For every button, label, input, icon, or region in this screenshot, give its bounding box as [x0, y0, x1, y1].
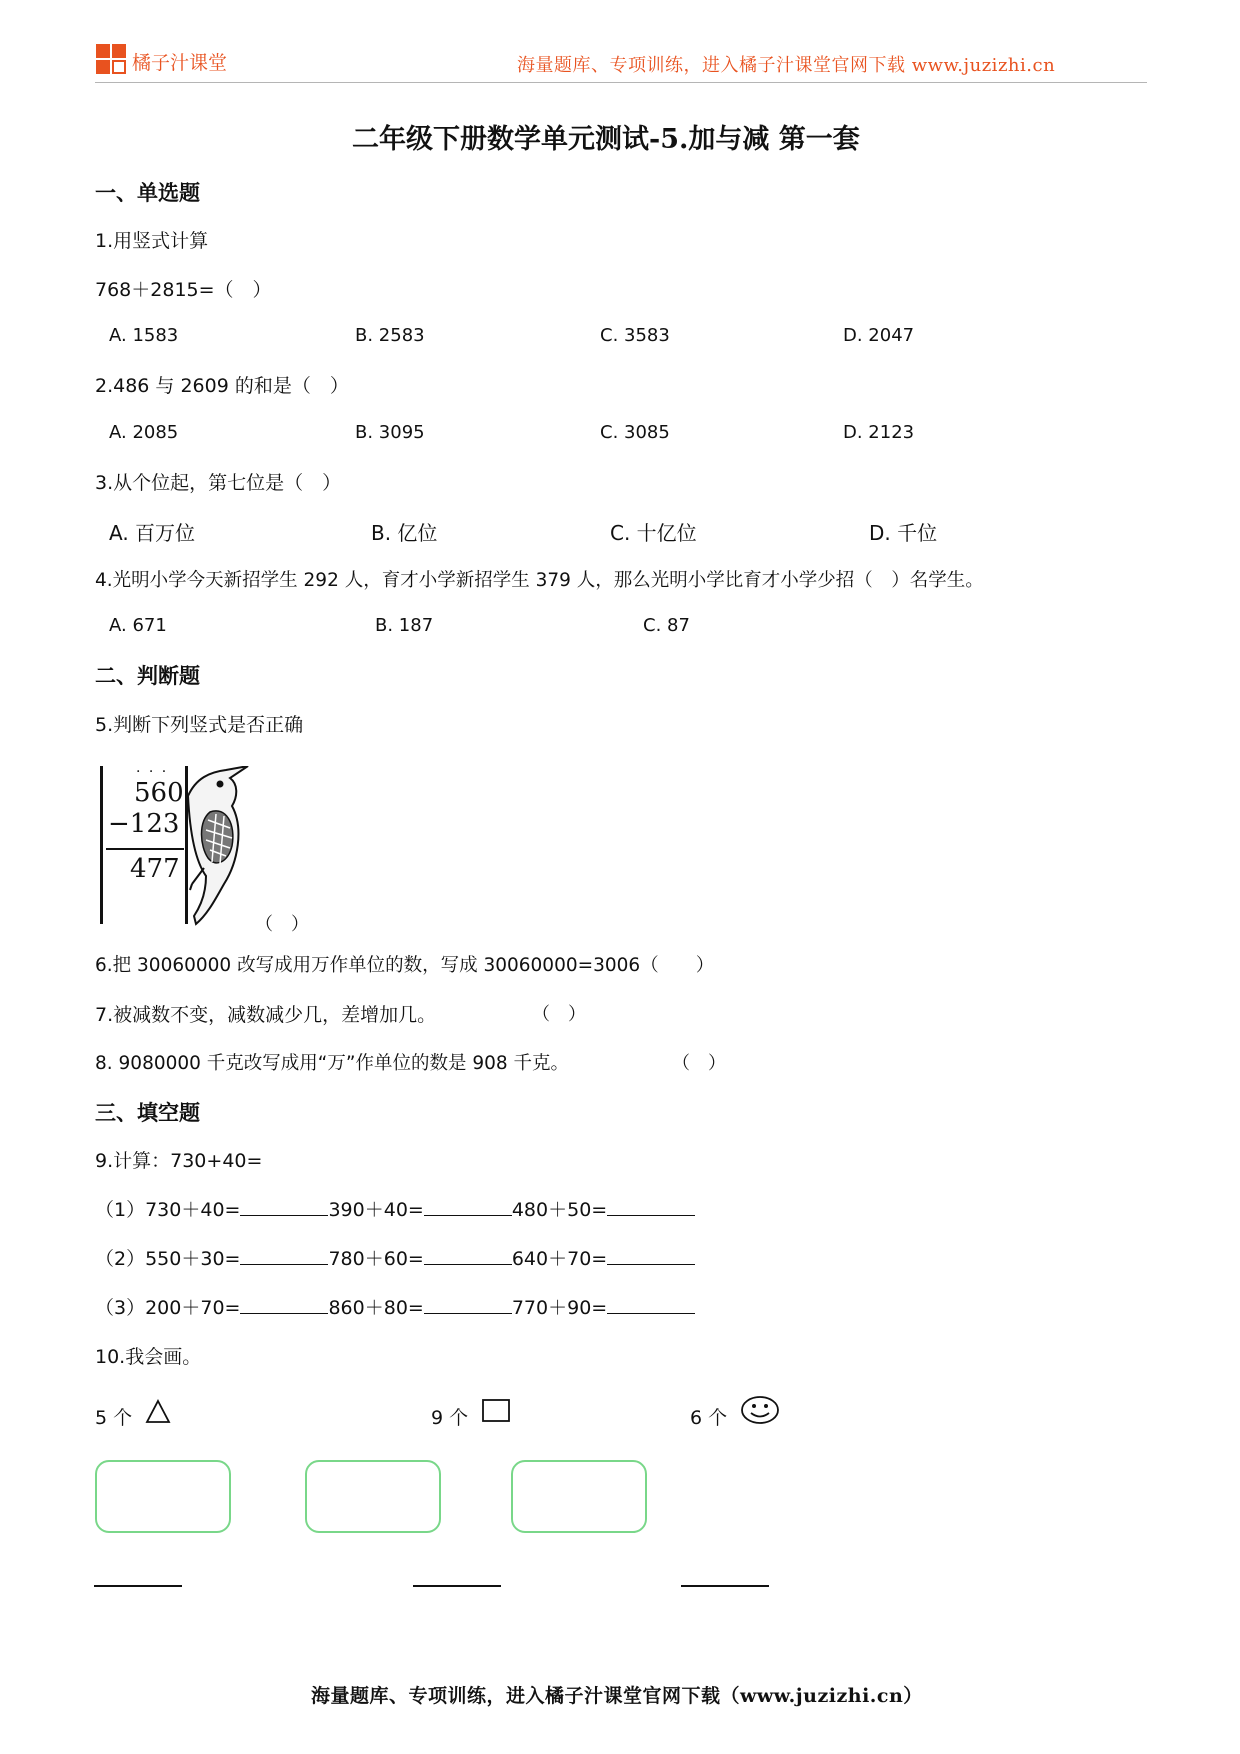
expression: 390＋40=	[328, 1199, 424, 1221]
question-3-stem: 3.从个位起，第七位是（ ）	[95, 472, 342, 494]
expression: 480＋50=	[511, 1199, 608, 1221]
brand-name: 橘子汁课堂	[132, 52, 228, 74]
answer-blank[interactable]	[607, 1246, 695, 1265]
question-7-answer-paren: （ ）	[532, 1004, 586, 1025]
vertical-subtraction-figure	[100, 766, 250, 926]
question-3-option-d: D. 千位	[869, 521, 938, 545]
result-line	[106, 848, 184, 850]
expression: 550＋30=	[145, 1248, 241, 1270]
question-8-text: 8. 9080000 千克改写成用“万”作单位的数是 908 千克。	[95, 1053, 570, 1074]
header-divider	[95, 82, 1147, 83]
expression: 770＋90=	[511, 1297, 608, 1319]
question-5-stem: 5.判断下列竖式是否正确	[95, 714, 304, 736]
question-2-option-d: D. 2123	[843, 422, 915, 443]
left-bar	[100, 766, 103, 924]
answer-blank[interactable]	[424, 1197, 512, 1216]
question-1-option-d: D. 2047	[843, 325, 915, 346]
smiley-icon	[740, 1394, 780, 1426]
question-6-text: 6.把 30060000 改写成用万作单位的数，写成 30060000=3006（ ）	[95, 955, 715, 976]
question-4-option-c: C. 87	[643, 615, 690, 636]
square-icon	[481, 1398, 511, 1424]
question-3-option-c: C. 十亿位	[610, 521, 697, 545]
question-4-option-a: A. 671	[109, 615, 167, 636]
triangle-icon	[145, 1399, 171, 1425]
page-title: 二年级下册数学单元测试-5.加与减 第一套	[352, 124, 860, 155]
answer-blank[interactable]	[424, 1246, 512, 1265]
expression: 640＋70=	[511, 1248, 608, 1270]
expression: 200＋70=	[145, 1297, 241, 1319]
question-1-stem: 1.用竖式计算	[95, 230, 209, 252]
footer-text: 海量题库、专项训练，进入橘子汁课堂官网下载（www.juzizhi.cn）	[311, 1685, 923, 1707]
row-label: （3）	[95, 1297, 146, 1319]
prompt-count-smiley: 6 个	[690, 1407, 728, 1429]
question-9-row-1	[95, 1195, 695, 1222]
question-1-option-a: A. 1583	[109, 325, 179, 346]
question-7-text: 7.被减数不变，减数减少几，差增加几。	[95, 1004, 437, 1026]
question-9-row-2	[95, 1244, 695, 1271]
answer-blank[interactable]	[240, 1197, 328, 1216]
prompt-count-square: 9 个	[431, 1407, 469, 1429]
answer-blank[interactable]	[240, 1295, 328, 1314]
expression: 860＋80=	[328, 1297, 424, 1319]
header-slogan: 海量题库、专项训练，进入橘子汁课堂官网下载 www.juzizhi.cn	[517, 55, 1056, 76]
question-1-expression: 768＋2815=（ ）	[95, 279, 272, 301]
answer-line-smileys[interactable]	[681, 1585, 769, 1587]
section-heading-single-choice: 一、单选题	[95, 180, 200, 205]
carry-dots: · · ·	[136, 764, 169, 780]
prompt-count-triangle: 5 个	[95, 1407, 133, 1429]
answer-blank[interactable]	[607, 1295, 695, 1314]
subtrahend: −123	[108, 809, 180, 839]
answer-blank[interactable]	[240, 1246, 328, 1265]
difference: 477	[130, 854, 180, 884]
answer-line-squares[interactable]	[413, 1585, 501, 1587]
question-4-option-b: B. 187	[375, 615, 434, 636]
section-heading-fill-blank: 三、填空题	[95, 1100, 200, 1125]
brand-logo-icon	[96, 44, 128, 76]
row-label: （2）	[95, 1248, 146, 1270]
question-4-stem: 4.光明小学今天新招学生 292 人，育才小学新招学生 379 人，那么光明小学比育才小学少招（ ）名学生。	[95, 570, 984, 591]
question-1-option-b: B. 2583	[355, 325, 425, 346]
expression: 780＋60=	[328, 1248, 424, 1270]
question-2-option-b: B. 3095	[355, 422, 425, 443]
question-2-option-a: A. 2085	[109, 422, 179, 443]
question-3-option-b: B. 亿位	[371, 521, 438, 545]
minuend: 560	[134, 778, 184, 808]
question-1-option-c: C. 3583	[600, 325, 670, 346]
question-8-answer-paren: （ ）	[672, 1053, 726, 1074]
row-label: （1）	[95, 1199, 146, 1221]
answer-line-triangles[interactable]	[94, 1585, 182, 1587]
expression: 730＋40=	[145, 1199, 241, 1221]
woodpecker-icon	[186, 766, 252, 926]
question-10-stem: 10.我会画。	[95, 1346, 202, 1368]
question-2-option-c: C. 3085	[600, 422, 670, 443]
answer-blank[interactable]	[424, 1295, 512, 1314]
drawing-box-smileys[interactable]	[511, 1460, 647, 1533]
section-heading-true-false: 二、判断题	[95, 663, 200, 688]
answer-blank[interactable]	[607, 1197, 695, 1216]
drawing-box-squares[interactable]	[305, 1460, 441, 1533]
question-5-answer-paren: （ ）	[255, 914, 309, 935]
question-3-option-a: A. 百万位	[109, 521, 196, 545]
question-9-stem: 9.计算：730+40=	[95, 1150, 263, 1172]
question-2-stem: 2.486 与 2609 的和是（ ）	[95, 375, 349, 397]
drawing-box-triangles[interactable]	[95, 1460, 231, 1533]
question-9-row-3	[95, 1293, 695, 1320]
